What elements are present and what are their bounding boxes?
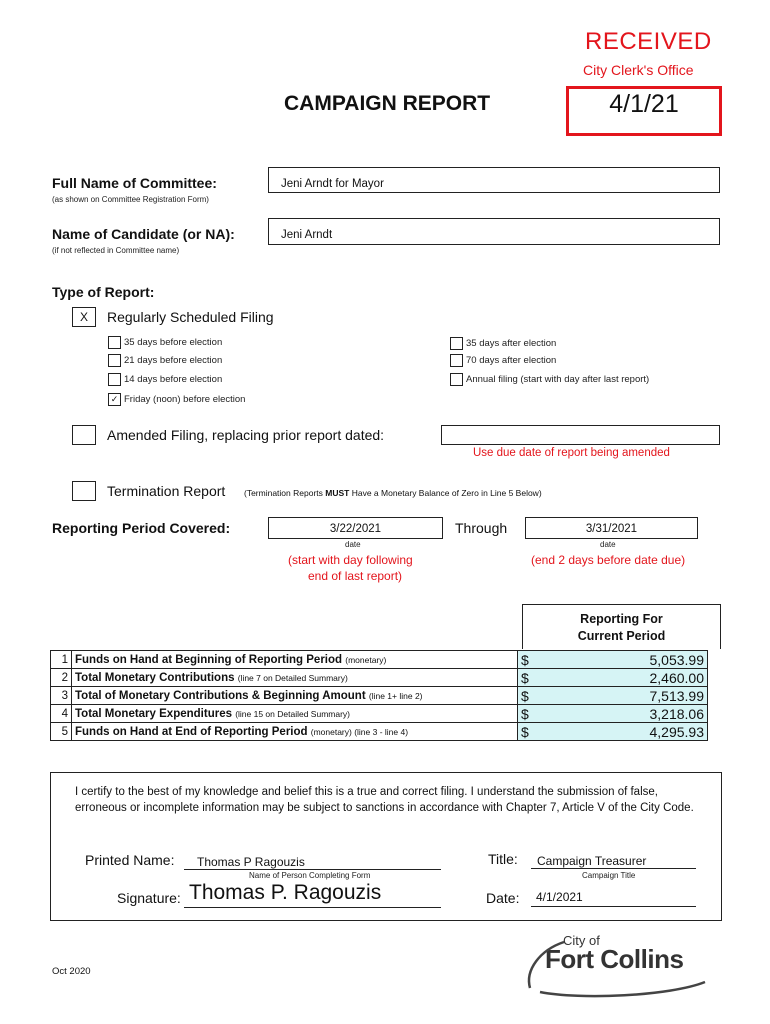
opt-14-before-checkbox[interactable] (108, 373, 121, 386)
opt-70-after-checkbox[interactable] (450, 354, 463, 367)
reporting-period-label: Reporting Period Covered: (52, 520, 231, 536)
title-label: Title: (488, 851, 518, 867)
opt-14-before-label: 14 days before election (124, 374, 223, 385)
opt-35-before-label: 35 days before election (124, 337, 223, 348)
row-label: Total Monetary Contributions (line 7 on Detailed Summary) (72, 669, 518, 687)
signature-label: Signature: (117, 890, 181, 906)
period-start-note-1: (start with day following (288, 553, 413, 567)
committee-label: Full Name of Committee: (52, 175, 217, 191)
certification-text: I certify to the best of my knowledge and belief this is a true and correct filing. I understand the submission of false, erroneous or incomplete information may be subject to sanctions in accordance with Chapter 7, Article V of the City Code. (75, 786, 694, 814)
candidate-label: Name of Candidate (or NA): (52, 226, 235, 242)
regular-filing-label: Regularly Scheduled Filing (107, 309, 274, 325)
row-value[interactable]: $ 5,053.99 (518, 651, 708, 669)
period-start-value: 3/22/2021 (329, 523, 382, 535)
row-number: 2 (51, 669, 72, 687)
regular-filing-checkbox[interactable]: X (72, 307, 96, 327)
committee-note: (as shown on Committee Registration Form) (52, 195, 209, 204)
title-value: Campaign Treasurer (537, 854, 647, 868)
table-row (51, 705, 708, 723)
candidate-note: (if not reflected in Committee name) (52, 246, 180, 255)
opt-friday-label: Friday (noon) before election (124, 394, 246, 405)
printed-name-sub: Name of Person Completing Form (249, 871, 371, 880)
type-of-report-label: Type of Report: (52, 284, 155, 300)
amended-filing-label: Amended Filing, replacing prior report dated: (107, 427, 385, 443)
amended-filing-checkbox[interactable] (72, 425, 96, 445)
row-number: 5 (51, 723, 72, 741)
row-value[interactable]: $ 3,218.06 (518, 705, 708, 723)
table-row (51, 723, 708, 741)
row-label: Total of Monetary Contributions & Beginning Amount (line 1+ line 2) (72, 687, 518, 705)
stamp-office-text: City Clerk's Office (583, 62, 694, 78)
date-label: Date: (486, 890, 520, 906)
opt-35-before-checkbox[interactable] (108, 336, 121, 349)
period-start-sub: date (345, 540, 361, 549)
date-line[interactable] (531, 887, 696, 907)
period-end-sub: date (600, 540, 616, 549)
signature-line[interactable] (184, 881, 441, 908)
signature-value: Thomas P. Ragouzis (189, 881, 382, 904)
summary-table (50, 650, 708, 741)
stamp-received-text: RECEIVED (585, 28, 712, 55)
opt-21-before-label: 21 days before election (124, 355, 223, 366)
summary-header-line-2: Current Period (577, 629, 666, 643)
form-version: Oct 2020 (52, 966, 91, 977)
logo-fort-collins: Fort Collins (545, 944, 684, 974)
opt-21-before-checkbox[interactable] (108, 354, 121, 367)
period-start-field[interactable] (268, 517, 443, 539)
page-title: CAMPAIGN REPORT (284, 92, 491, 115)
certification-box (50, 772, 722, 921)
row-number: 4 (51, 705, 72, 723)
amended-note: Use due date of report being amended (473, 447, 670, 459)
row-value[interactable]: $ 7,513.99 (518, 687, 708, 705)
row-label: Funds on Hand at Beginning of Reporting Period (monetary) (72, 651, 518, 669)
opt-35-after-checkbox[interactable] (450, 337, 463, 350)
termination-note: (Termination Reports MUST Have a Monetary Balance of Zero in Line 5 Below) (244, 488, 542, 498)
table-row (51, 687, 708, 705)
row-number: 1 (51, 651, 72, 669)
row-value[interactable]: $ 4,295.93 (518, 723, 708, 741)
table-row (51, 669, 708, 687)
opt-annual-label: Annual filing (start with day after last report) (466, 374, 650, 385)
summary-header (522, 604, 721, 649)
printed-name-label: Printed Name: (85, 852, 175, 868)
date-value: 4/1/2021 (536, 890, 583, 904)
title-sub: Campaign Title (582, 871, 636, 880)
title-line[interactable] (531, 853, 696, 869)
committee-field[interactable] (268, 167, 720, 193)
opt-friday-checkbox[interactable]: ✓ (108, 393, 121, 406)
row-label: Total Monetary Expenditures (line 15 on Detailed Summary) (72, 705, 518, 723)
period-end-note: (end 2 days before date due) (531, 553, 686, 567)
logo-swoosh-icon (520, 930, 720, 1000)
printed-name-value: Thomas P Ragouzis (197, 855, 305, 869)
candidate-field[interactable] (268, 218, 720, 245)
table-row (51, 651, 708, 669)
opt-annual-checkbox[interactable] (450, 373, 463, 386)
amended-date-field[interactable] (441, 425, 720, 445)
period-end-value: 3/31/2021 (585, 523, 638, 535)
printed-name-line[interactable] (184, 853, 441, 870)
row-value[interactable]: $ 2,460.00 (518, 669, 708, 687)
termination-label: Termination Report (107, 483, 226, 499)
row-number: 3 (51, 687, 72, 705)
summary-header-line-1: Reporting For (580, 612, 663, 626)
through-label: Through (455, 520, 508, 536)
opt-70-after-label: 70 days after election (466, 355, 557, 366)
opt-35-after-label: 35 days after election (466, 338, 557, 349)
committee-value: Jeni Arndt for Mayor (281, 178, 384, 190)
candidate-value: Jeni Arndt (281, 229, 333, 241)
period-end-field[interactable] (525, 517, 698, 539)
row-label: Funds on Hand at End of Reporting Period (monetary) (line 3 - line 4) (72, 723, 518, 741)
stamp-date: 4/1/21 (609, 90, 679, 118)
logo-city-of: City of (563, 933, 600, 948)
termination-checkbox[interactable] (72, 481, 96, 501)
period-start-note-2: end of last report) (308, 569, 403, 583)
